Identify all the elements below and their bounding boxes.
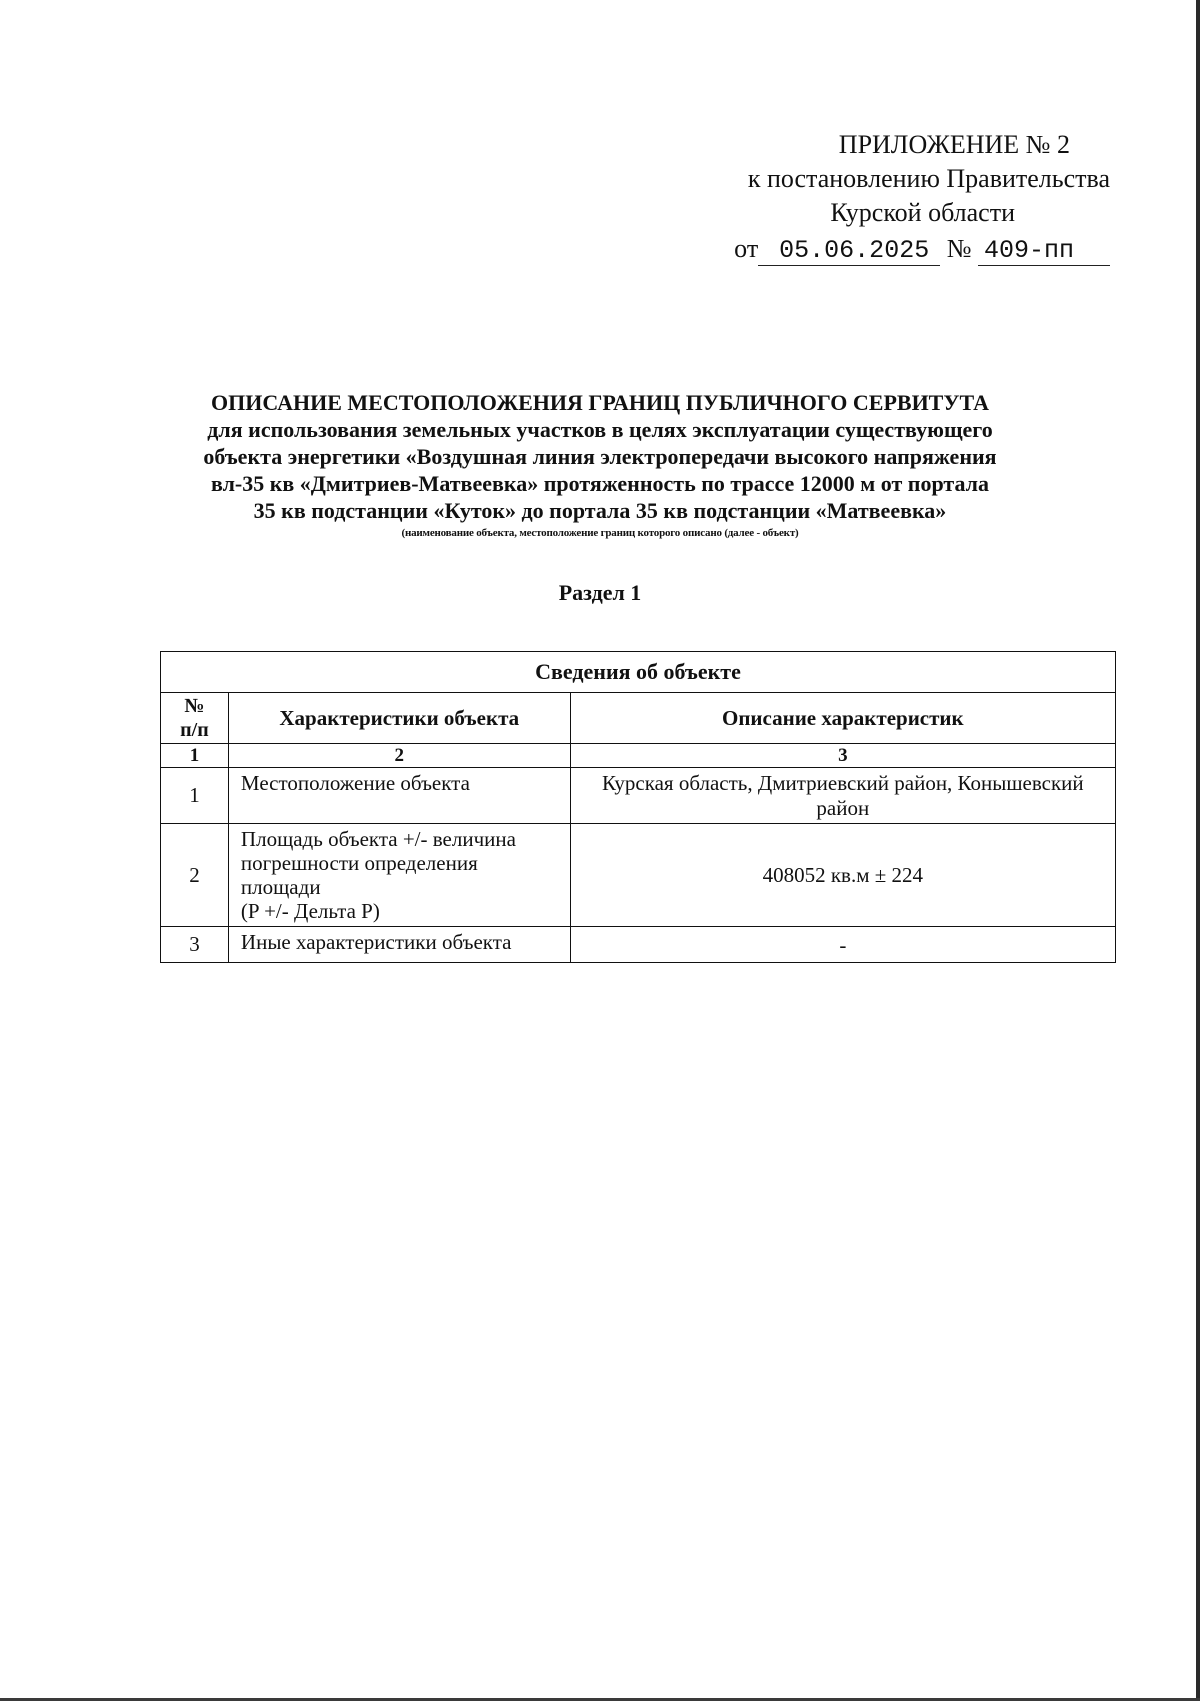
number-prefix: №: [946, 234, 972, 263]
row-characteristic-line: Местоположение объекта: [240, 771, 470, 795]
appendix-date-row: [690, 232, 1110, 266]
table-row: [161, 824, 1116, 927]
title-line-3: объекта энергетики «Воздушная линия электропередачи высокого напряжения: [203, 444, 997, 469]
table-caption: Сведения об объекте: [161, 652, 1116, 693]
table-caption-row: [161, 652, 1116, 693]
row-characteristic: [228, 824, 570, 927]
table-header-row: [161, 693, 1116, 744]
header-characteristics: Характеристики объекта: [228, 693, 570, 744]
row-characteristic: [228, 768, 570, 824]
date-prefix: от: [734, 234, 759, 263]
appendix-title: ПРИЛОЖЕНИЕ № 2: [838, 130, 1070, 159]
column-index: 1: [161, 744, 229, 768]
row-number: 1: [161, 768, 229, 824]
section-title: Раздел 1: [558, 580, 642, 605]
scan-edge-right: [1196, 0, 1200, 1701]
date-value: 05.06.2025: [758, 237, 940, 266]
header-num-symbol: №: [184, 695, 205, 717]
header-num-label: п/п: [180, 719, 209, 741]
row-number: 3: [161, 927, 229, 963]
number-value: 409-пп: [978, 237, 1110, 266]
table-row: [161, 927, 1116, 963]
row-description: Курская область, Дмитриевский район, Конышевский район: [570, 768, 1115, 824]
row-characteristic-line: Иные характеристики объекта: [240, 930, 512, 954]
document-title: [150, 389, 1050, 524]
object-info-table: [160, 651, 1116, 963]
row-description: 408052 кв.м ± 224: [570, 824, 1115, 927]
column-index: 3: [570, 744, 1115, 768]
title-line-5: 35 кв подстанции «Куток» до портала 35 кв подстанции «Матвеевка»: [253, 498, 947, 523]
title-line-4: вл-35 кв «Дмитриев-Матвеевка» протяженность по трассе 12000 м от портала: [210, 471, 989, 496]
title-line-2: для использования земельных участков в целях эксплуатации существующего: [207, 417, 993, 442]
header-num: [161, 693, 229, 744]
row-description: -: [570, 927, 1115, 963]
row-characteristic-line: погрешности определения: [240, 851, 478, 875]
table-row: [161, 768, 1116, 824]
appendix-region-line: Курской области: [830, 198, 1015, 227]
title-footnote: (наименование объекта, местоположение границ которого описано (далее - объект): [401, 527, 799, 539]
column-index: 2: [228, 744, 570, 768]
row-characteristic-line: (P +/- Дельта P): [240, 899, 380, 923]
row-characteristic-line: площади: [240, 875, 321, 899]
appendix-resolution-line: к постановлению Правительства: [747, 164, 1110, 193]
row-number: 2: [161, 824, 229, 927]
row-characteristic: [228, 927, 570, 963]
row-characteristic-line: Площадь объекта +/- величина: [240, 827, 516, 851]
header-description: Описание характеристик: [570, 693, 1115, 744]
column-index-row: [161, 744, 1116, 768]
appendix-header: [690, 128, 1110, 266]
title-line-1: ОПИСАНИЕ МЕСТОПОЛОЖЕНИЯ ГРАНИЦ ПУБЛИЧНОГО СЕРВИТУТА: [211, 390, 989, 415]
